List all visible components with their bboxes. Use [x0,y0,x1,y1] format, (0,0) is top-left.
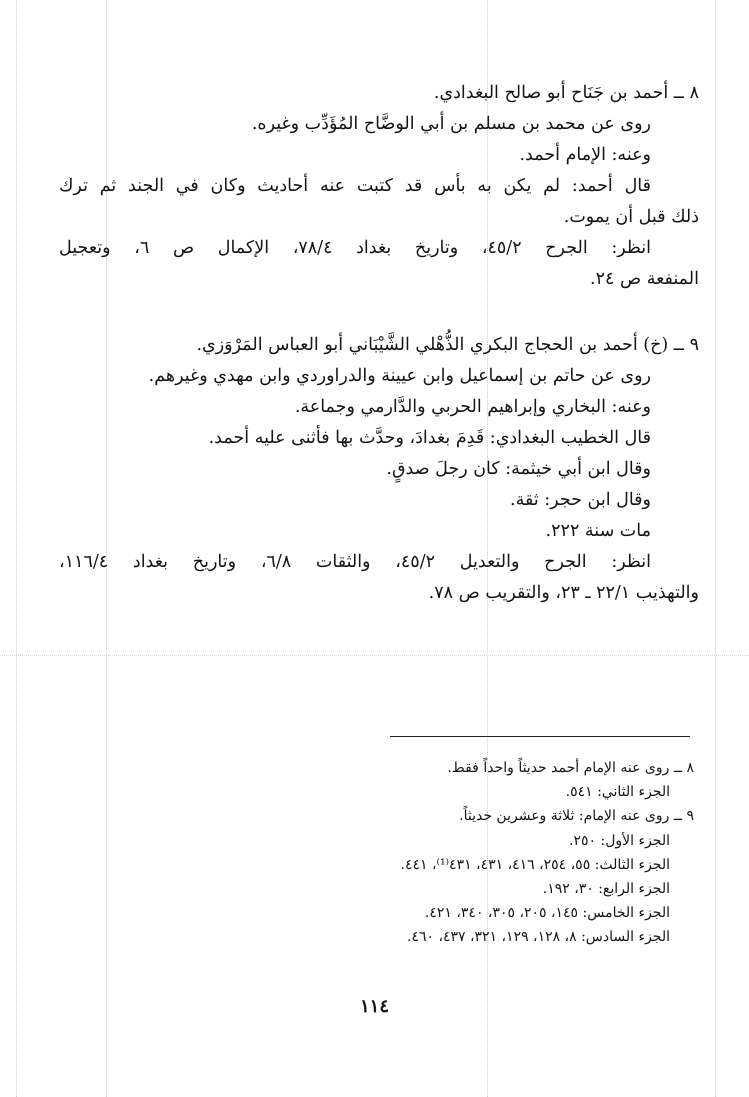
footnotes [134,756,694,950]
scan-line-right [715,0,716,1097]
footnote-9-part-4: الجزء الرابع: ٣٠، ١٩٢. [542,881,670,898]
entry-9-khatib: قال الخطيب البغدادي: قَدِمَ بغدادَ، وحدَّث بها فأثنى عليه أحمد. [208,428,651,448]
entry-8-references: انظر: الجرح ٤٥/٢، وتاريخ بغداد ٧٨/٤، الإكمال ص ٦، وتعجيل [59,238,651,258]
entry-8-narrated-from: روى عن محمد بن مسلم بن أبي الوضَّاح المُؤَدِّب وغيره. [251,114,651,134]
scan-line-left [16,0,17,1097]
footnote-9-part-6: الجزء السادس: ٨، ١٢٨، ١٢٩، ٣٢١، ٤٣٧، ٤٦٠. [407,929,670,946]
entry-9-references-cont: والتهذيب ٢٢/١ ـ ٢٣، والتقريب ص ٧٨. [428,583,699,603]
entry-9-references: انظر: الجرح والتعديل ٤٥/٢، والثقات ٦/٨، وتاريخ بغداد ١١٦/٤، [59,552,652,572]
entry-9-ibn-hajar: وقال ابن حجر: ثقة. [510,490,651,510]
entry-8-narrators: وعنه: الإمام أحمد. [519,145,651,165]
footnote-8-heading: ٨ ــ روى عنه الإمام أحمد حديثاً واحداً فقط. [447,760,694,776]
scan-line-horizontal [0,655,749,656]
entry-9 [59,330,699,609]
footnote-9-part-3: الجزء الثالث: ٥٥، ٢٥٤، ٤١٦، ٤٣١، ٤٣١⁽¹⁾، ٤٤١. [400,856,670,873]
entry-8-references-cont: المنفعة ص ٢٤. [590,269,699,289]
footnote-9-heading: ٩ ــ روى عنه الإمام: ثلاثة وعشرين حديثاً. [459,808,694,825]
footnote-9-part-1: الجزء الأول: ٢٥٠. [569,832,670,849]
page-number: ١١٤ [359,996,389,1017]
footnote-8-part-2: الجزء الثاني: ٥٤١. [565,784,670,801]
entry-9-heading: ٩ ــ (خ) أحمد بن الحجاج البكري الذُّهْلي الشَّيْبَاني أبو العباس المَرْوَزي. [196,335,699,355]
entry-8-opinion-cont: ذلك قبل أن يموت. [563,207,699,227]
footnote-separator [390,736,690,737]
footnote-9-part-5: الجزء الخامس: ١٤٥، ٢٠٥، ٣٠٥، ٣٤٠، ٤٢١. [424,905,670,922]
entry-9-narrators: وعنه: البخاري وإبراهيم الحربي والدَّارمي وجماعة. [294,397,651,417]
entry-8 [59,78,699,295]
entry-8-heading: ٨ ــ أحمد بن جَنَاح أبو صالح البغدادي. [433,83,699,103]
entry-9-abi-khaythama: وقال ابن أبي خيثمة: كان رجلَ صدقٍ. [386,459,651,479]
entry-9-narrated-from: روى عن حاتم بن إسماعيل وابن عيينة والدراوردي وابن مهدي وغيرهم. [148,366,651,386]
entry-8-opinion: قال أحمد: لم يكن به بأس قد كتبت عنه أحاديث وكان في الجند ثم ترك [59,176,651,196]
entry-9-death: مات سنة ٢٢٢. [545,521,651,541]
